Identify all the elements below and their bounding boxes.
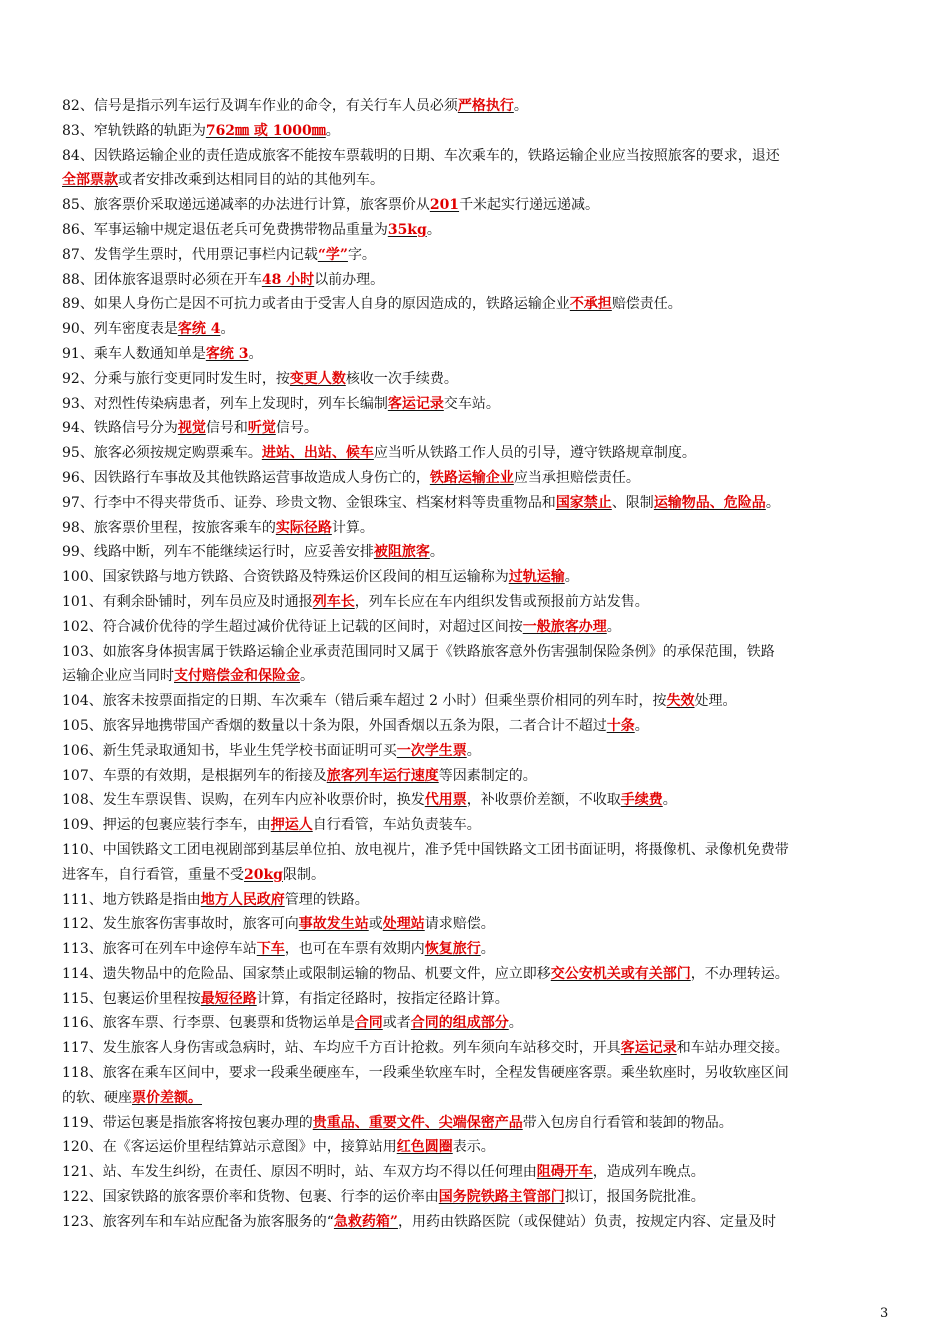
question-text: 。 [480, 941, 495, 958]
question-text: 。 [426, 221, 441, 238]
question-text: 108、发生车票误售、误购，在列车内应补收票价时，换发 [62, 792, 425, 809]
question-text: 。 [662, 792, 677, 809]
answer-text: 过轨运输 [508, 569, 565, 586]
text-line [62, 466, 894, 491]
text-line [62, 193, 894, 218]
answer-text: 客运记录 [620, 1040, 677, 1057]
question-text: 121、站、车发生纠纷，在责任、原因不明时，站、车双方均不得以任何理由 [62, 1164, 537, 1181]
question-text: 100、国家铁路与地方铁路、合资铁路及特殊运价区段间的相互运输称为 [62, 569, 509, 586]
text-line [62, 664, 894, 689]
text-line [62, 739, 894, 764]
answer-text: 地方人民政府 [200, 891, 285, 908]
answer-text: 国务院铁路主管部门 [438, 1189, 565, 1206]
text-line [62, 94, 894, 119]
text-line [62, 1036, 894, 1061]
question-text: 99、线路中断，列车不能继续运行时，应妥善安排 [62, 544, 374, 561]
question-text: 85、旅客票价采取递远递减率的办法进行计算，旅客票价从 [62, 197, 430, 214]
text-line [62, 540, 894, 565]
text-line [62, 317, 894, 342]
question-text: 应当承担赔偿责任。 [513, 469, 640, 486]
answer-text: 押运人 [270, 817, 313, 834]
text-line [62, 912, 894, 937]
answer-text: 201 [429, 197, 460, 214]
question-text: 123、旅客列车和车站应配备为旅客服务的“ [62, 1213, 334, 1230]
question-text: 97、行李中不得夹带货币、证券、珍贵文物、金银珠宝、档案材料等贵重物品和 [62, 494, 556, 511]
text-line [62, 292, 894, 317]
question-text: 管理的铁路。 [284, 891, 369, 908]
question-text: 101、有剩余卧铺时，列车员应及时通报 [62, 593, 313, 610]
text-line [62, 168, 894, 193]
question-text: 122、国家铁路的旅客票价率和货物、包裹、行李的运价率由 [62, 1189, 439, 1206]
answer-text: 视觉 [177, 420, 206, 437]
question-text: 94、铁路信号分为 [62, 420, 178, 437]
text-line [62, 416, 894, 441]
question-text: 109、押运的包裹应装行李车，由 [62, 817, 271, 834]
text-line [62, 342, 894, 367]
text-line [62, 491, 894, 516]
text-line [62, 268, 894, 293]
question-text: 。 [248, 345, 263, 362]
answer-text: 最短径路 [200, 990, 257, 1007]
answer-text: 实际径路 [275, 519, 332, 536]
answer-text: 运输物品、危险品 [653, 494, 766, 511]
question-text: 117、发生旅客人身伤害或急病时，站、车均应千方百计抢救。列车须向车站移交时，开具 [62, 1040, 621, 1057]
text-line [62, 392, 894, 417]
answer-text: 旅客列车运行速度 [326, 767, 439, 784]
question-text: 113、旅客可在列车中途停车站 [62, 941, 257, 958]
text-line [62, 987, 894, 1012]
question-text: 千米起实行递远递减。 [459, 197, 600, 214]
text-line [62, 714, 894, 739]
answer-text: 客运记录 [387, 395, 444, 412]
answer-text: 红色圆圈 [396, 1139, 453, 1156]
answer-text: 恢复旅行 [424, 941, 481, 958]
answer-text: 合同的组成部分 [410, 1015, 509, 1032]
answer-text: 进站、出站、候车 [261, 445, 374, 462]
page-number: 3 [880, 1306, 889, 1321]
text-line [62, 1135, 894, 1160]
question-text: 96、因铁路行车事故及其他铁路运营事故造成人身伤亡的， [62, 469, 430, 486]
text-line [62, 119, 894, 144]
text-line [62, 590, 894, 615]
text-line [62, 788, 894, 813]
answer-text: 客统 3 [205, 345, 249, 362]
answer-text: 客统 4 [177, 321, 221, 338]
question-text: 。 [634, 717, 649, 734]
question-text: 计算，有指定径路时，按指定径路计算。 [256, 990, 509, 1007]
question-text: 82、信号是指示列车运行及调车作业的命令，有关行车人员必须 [62, 98, 458, 114]
answer-text: 支付赔偿金和保险金 [174, 668, 300, 685]
answer-text: 下车 [256, 941, 285, 958]
question-text: 87、发售学生票时，代用票记事栏内记载 [62, 246, 318, 263]
question-text: 103、如旅客身体损害属于铁路运输企业承责范围同时又属于《铁路旅客意外伤害强制保险条例》的承保范围，铁路 [62, 643, 775, 660]
answer-text: 35kg [387, 221, 427, 238]
question-text: 93、对烈性传染病患者，列车上发现时，列车长编制 [62, 395, 388, 412]
answer-text: 合同 [354, 1015, 383, 1032]
question-text: 89、如果人身伤亡是因不可抗力或者由于受害人自身的原因造成的，铁路运输企业 [62, 296, 570, 313]
question-text: 、限制 [611, 494, 654, 511]
question-text: 98、旅客票价里程，按旅客乘车的 [62, 519, 276, 536]
question-text: 105、旅客异地携带国产香烟的数量以十条为限，外国香烟以五条为限，二者合计不超过 [62, 717, 607, 734]
text-line [62, 615, 894, 640]
text-line [62, 144, 894, 169]
text-line [62, 962, 894, 987]
answer-text: 贵重品、重要文件、尖端保密产品 [312, 1114, 523, 1131]
question-text: 应当听从铁路工作人员的引导，遵守铁路规章制度。 [373, 445, 696, 462]
question-text: 120、在《客运运价里程结算站示意图》中，接算站用 [62, 1139, 397, 1156]
question-text: ，造成列车晚点。 [592, 1164, 705, 1181]
text-line [62, 1086, 894, 1111]
answer-text: 代用票 [424, 792, 467, 809]
text-line [62, 937, 894, 962]
answer-text: 听觉 [247, 420, 276, 437]
question-text: 信号。 [275, 420, 318, 437]
answer-text: 762㎜ 或 1000㎜ [205, 122, 326, 139]
question-text: 107、车票的有效期，是根据列车的衔接及 [62, 767, 327, 784]
question-text: 。 [325, 122, 340, 139]
answer-text: 一次学生票 [396, 742, 467, 759]
question-text: ，不办理转运。 [690, 965, 789, 982]
question-text: 110、中国铁路文工团电视剧部到基层单位拍、放电视片，准予凭中国铁路文工团书面证明，将摄像机、录像机免费带 [62, 841, 789, 858]
question-text: 。 [513, 98, 528, 114]
text-line [62, 243, 894, 268]
text-line [62, 367, 894, 392]
answer-text: “学” [317, 246, 348, 263]
text-line [62, 640, 894, 665]
question-text: 83、窄轨铁路的轨距为 [62, 122, 206, 139]
question-text: 。 [508, 1015, 523, 1032]
question-text: 自行看管，车站负责装车。 [312, 817, 481, 834]
answer-text: 不承担 [569, 296, 612, 313]
question-text: 限制。 [282, 866, 325, 883]
question-text: 。 [429, 544, 444, 561]
text-line [62, 565, 894, 590]
text-line [62, 764, 894, 789]
text-line [62, 1210, 894, 1235]
question-text: ，列车长应在车内组织发售或预报前方站发售。 [354, 593, 649, 610]
question-text: 90、列车密度表是 [62, 321, 178, 338]
question-text: 表示。 [452, 1139, 495, 1156]
question-text: 拟订，报国务院批准。 [564, 1189, 705, 1206]
answer-text: 变更人数 [289, 370, 346, 387]
text-line [62, 1061, 894, 1086]
question-text: 。 [606, 618, 621, 635]
answer-text: 严格执行 [457, 98, 514, 114]
question-text: 114、遗失物品中的危险品、国家禁止或限制运输的物品、机要文件，应立即移 [62, 965, 551, 982]
question-text: 。 [300, 668, 314, 685]
text-line [62, 1111, 894, 1136]
answer-text: 事故发生站 [298, 916, 369, 933]
text-line [62, 838, 894, 863]
question-text: 。 [765, 494, 780, 511]
question-text: ，也可在车票有效期内 [284, 941, 425, 958]
answer-text: 48 小时 [261, 271, 315, 288]
question-text: 84、因铁路运输企业的责任造成旅客不能按车票载明的日期、车次乘车的，铁路运输企业应当按照旅客的要求，退还 [62, 147, 780, 164]
question-text: 112、发生旅客伤害事故时，旅客可向 [62, 916, 299, 933]
question-text: 信号和 [205, 420, 248, 437]
answer-text: 国家禁止 [555, 494, 612, 511]
answer-text: 铁路运输企业 [429, 469, 514, 486]
question-text: ，补收票价差额，不收取 [466, 792, 621, 809]
question-text: 116、旅客车票、行李票、包裹票和货物运单是 [62, 1015, 355, 1032]
question-text: 计算。 [331, 519, 374, 536]
text-line [62, 1160, 894, 1185]
question-text: 运输企业应当同时 [62, 668, 174, 685]
question-text: 字。 [347, 246, 376, 263]
question-text: 带入包房自行看管和装卸的物品。 [522, 1114, 733, 1131]
text-line [62, 1185, 894, 1210]
question-text: 或 [368, 916, 383, 933]
question-text: 118、旅客在乘车区间中，要求一段乘坐硬座车，一段乘坐软座车时，全程发售硬座客票。乘坐软座时，另收软座区间 [62, 1065, 789, 1082]
question-text: 111、地方铁路是指由 [62, 891, 201, 908]
answer-text: 全部票款 [62, 172, 118, 189]
answer-text: 失效 [666, 693, 695, 710]
text-line [62, 441, 894, 466]
answer-text: 被阻旅客 [373, 544, 430, 561]
question-text: 106、新生凭录取通知书，毕业生凭学校书面证明可买 [62, 742, 397, 759]
text-line [62, 813, 894, 838]
question-text: 92、分乘与旅行变更同时发生时，按 [62, 370, 290, 387]
question-text: 91、乘车人数通知单是 [62, 345, 206, 362]
question-text: ，用药由铁路医院（或保健站）负责，按规定内容、定量及时 [397, 1213, 776, 1230]
question-text: 95、旅客必须按规定购票乘车。 [62, 445, 262, 462]
question-text: 交车站。 [443, 395, 500, 412]
text-line [62, 218, 894, 243]
question-text: 处理。 [694, 693, 737, 710]
question-text: 119、带运包裹是指旅客将按包裹办理的 [62, 1114, 313, 1131]
text-line [62, 888, 894, 913]
question-text: 和车站办理交接。 [676, 1040, 789, 1057]
answer-text: 十条 [606, 717, 635, 734]
question-text: 102、符合减价优待的学生超过减价优待证上记载的区间时，对超过区间按 [62, 618, 523, 635]
answer-text: 交公安机关或有关部门 [550, 965, 691, 982]
question-text: 。 [220, 321, 235, 338]
question-text: 等因素制定的。 [438, 767, 537, 784]
answer-text: 票价差额。 [132, 1089, 202, 1106]
question-text: 核收一次手续费。 [345, 370, 458, 387]
question-text: 。 [564, 569, 579, 586]
answer-text: 20kg [244, 866, 283, 883]
question-text: 86、军事运输中规定退伍老兵可免费携带物品重量为 [62, 221, 388, 238]
text-line [62, 863, 894, 888]
answer-text: 一般旅客办理 [522, 618, 607, 635]
question-text: 赔偿责任。 [611, 296, 682, 313]
question-text: 以前办理。 [314, 271, 385, 288]
question-text: 进客车，自行看管，重量不受 [62, 866, 244, 883]
question-text: 请求赔偿。 [424, 916, 495, 933]
text-line [62, 1011, 894, 1036]
answer-text: 列车长 [312, 593, 355, 610]
question-text: 115、包裹运价里程按 [62, 990, 201, 1007]
text-line [62, 516, 894, 541]
answer-text: 处理站 [382, 916, 425, 933]
question-text: 或者安排改乘到达相同目的站的其他列车。 [118, 172, 384, 189]
answer-text: 阻碍开车 [536, 1164, 593, 1181]
question-text: 104、旅客未按票面指定的日期、车次乘车（错后乘车超过 2 小时）但乘坐票价相同的列车时，按 [62, 693, 667, 710]
answer-text: 急救药箱” [333, 1213, 398, 1230]
question-text: 88、团体旅客退票时必须在开车 [62, 271, 262, 288]
question-text: 的软、硬座 [62, 1089, 132, 1106]
text-line [62, 689, 894, 714]
question-text: 。 [466, 742, 481, 759]
question-list [62, 94, 894, 1235]
answer-text: 手续费 [620, 792, 663, 809]
question-text: 或者 [382, 1015, 411, 1032]
